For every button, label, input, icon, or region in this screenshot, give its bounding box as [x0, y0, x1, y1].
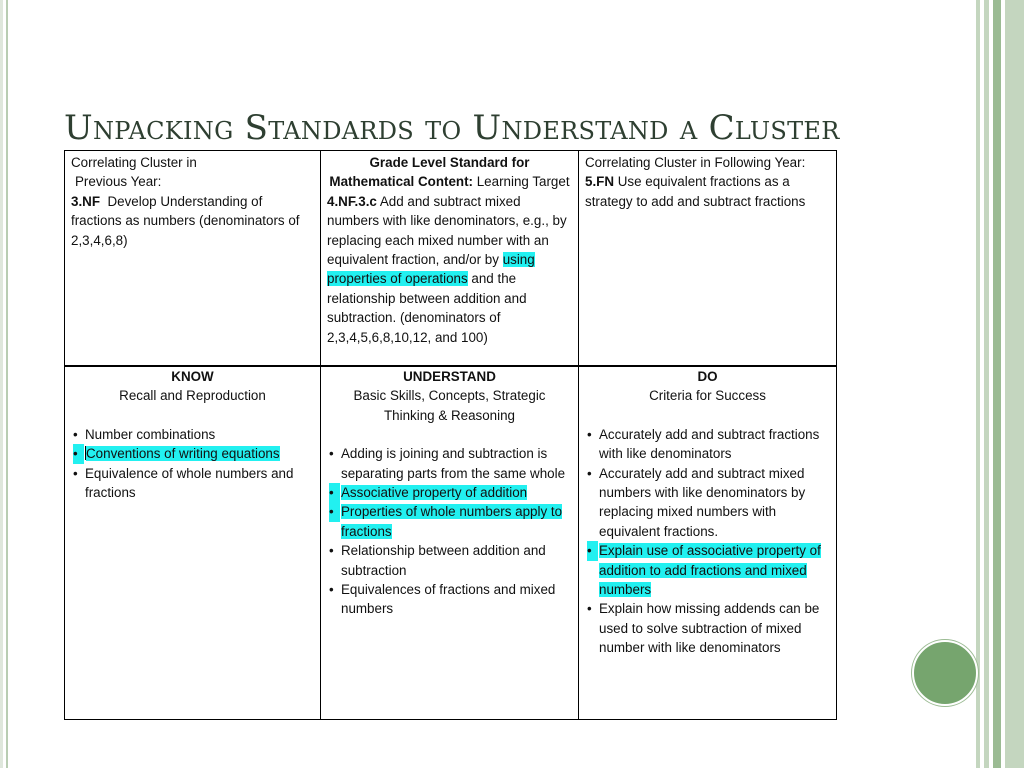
slide-title: Unpacking Standards to Understand a Cluster: [64, 108, 840, 148]
content-label: Mathematical Content:: [329, 174, 474, 190]
list-item: • Accurately add and subtract fractions with like denominators: [599, 425, 830, 464]
list-item: • Properties of whole numbers apply to fractions: [341, 502, 572, 541]
following-year-cell: [579, 151, 837, 367]
grade-level-text-end: and the relationship between addition and subtraction. (denominators of 2,3,4,5,6,8,10,12, and 100): [327, 271, 527, 345]
know-list: [71, 425, 314, 503]
following-year-label: Correlating Cluster in Following Year:: [585, 155, 806, 170]
grade-level-text: Add and subtract mixed numbers with like denominators, e.g., by replacing each mixed number with an equivalent fraction, and/or by: [327, 193, 567, 268]
do-cell: [579, 366, 837, 720]
know-cell: [65, 366, 321, 720]
grade-level-heading: Grade Level Standard for: [369, 155, 530, 170]
understand-cell: [321, 366, 579, 720]
do-subheading: Criteria for Success: [649, 388, 766, 404]
understand-heading: UNDERSTAND: [403, 369, 496, 384]
grade-level-cell: [321, 151, 579, 367]
previous-year-label: Correlating Cluster in: [71, 155, 197, 170]
previous-year-standard: [71, 192, 314, 250]
standards-table: [64, 150, 837, 720]
decorative-circle: [912, 640, 978, 706]
previous-year-code: 3.NF: [71, 193, 101, 209]
grade-level-heading-2: [327, 172, 572, 191]
understand-list: [327, 444, 572, 619]
understand-subheading: Basic Skills, Concepts, Strategic Thinking & Reasoning: [353, 388, 546, 423]
list-item: • Adding is joining and subtraction is separating parts from the same whole: [341, 444, 572, 483]
previous-year-label-2: Previous Year:: [75, 174, 162, 190]
slide-frame-left: [0, 0, 10, 768]
previous-year-text: Develop Understanding of fractions as numbers (denominators of 2,3,4,6,8): [71, 193, 300, 248]
list-item: • Conventions of writing equations: [85, 444, 314, 463]
highlighted-phrase: using properties of operations: [327, 252, 535, 287]
grade-level-code: 4.NF.3.c: [327, 193, 377, 209]
following-year-text: Use equivalent fractions as a strategy to add and subtract fractions: [585, 174, 806, 209]
know-heading: KNOW: [171, 369, 214, 384]
following-year-code: 5.FN: [585, 174, 615, 190]
list-item: • Accurately add and subtract mixed numbers with like denominators by replacing mixed numbers with equivalent fractions.: [599, 464, 830, 542]
slide-frame-right: [976, 0, 1024, 768]
grade-level-standard: [327, 192, 572, 347]
do-heading: DO: [697, 369, 718, 384]
list-item: • Equivalences of fractions and mixed numbers: [341, 580, 572, 619]
list-item: • Explain how missing addends can be used to solve subtraction of mixed number with like denominators: [599, 599, 830, 657]
do-list: [585, 425, 830, 658]
following-year-standard: [585, 172, 830, 211]
learning-target-label: Learning Target: [473, 174, 570, 190]
list-item: • Explain use of associative property of addition to add fractions and mixed numbers: [599, 541, 830, 599]
list-item: • Equivalence of whole numbers and fractions: [85, 464, 314, 503]
know-subheading: Recall and Reproduction: [119, 388, 266, 404]
previous-year-cell: [65, 151, 321, 367]
list-item: • Associative property of addition: [341, 483, 572, 502]
list-item: • Relationship between addition and subtraction: [341, 541, 572, 580]
list-item: • Number combinations: [85, 425, 314, 444]
